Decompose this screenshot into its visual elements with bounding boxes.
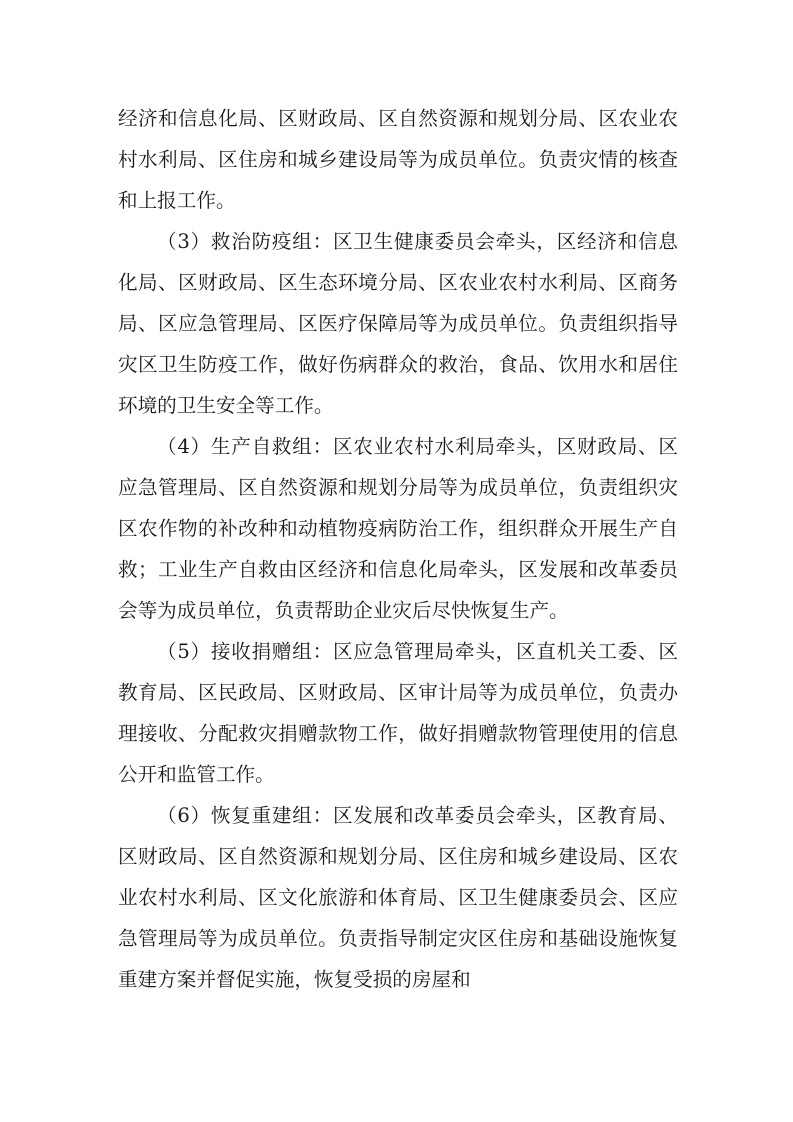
paragraph-continuation: 经济和信息化局、区财政局、区自然资源和规划分局、区农业农村水利局、区住房和城乡建设局等为成员单位。负责灾情的核查和上报工作。 — [118, 107, 678, 212]
paragraph-donation-receiving-group: （5）接收捐赠组：区应急管理局牵头，区直机关工委、区教育局、区民政局、区财政局、区审计局等为成员单位，负责办理接收、分配救灾捐赠款物工作，做好捐赠款物管理使用的信息公开和监管工作。 — [118, 640, 678, 786]
paragraph-recovery-reconstruction-group: （6）恢复重建组：区发展和改革委员会牵头，区教育局、区财政局、区自然资源和规划分局、区住房和城乡建设局、区农业农村水利局、区文化旅游和体育局、区卫生健康委员会、区应急管理局等为成员单位。负责指导制定灾区住房和基础设施恢复重建方案并督促实施，恢复受损的房屋和 — [118, 804, 678, 991]
paragraph-medical-epidemic-group: （3）救治防疫组：区卫生健康委员会牵头，区经济和信息化局、区财政局、区生态环境分局、区农业农村水利局、区商务局、区应急管理局、区医疗保障局等为成员单位。负责组织指导灾区卫生防疫工作，做好伤病群众的救治，食品、饮用水和居住环境的卫生安全等工作。 — [118, 230, 678, 417]
paragraph-production-self-rescue-group: （4）生产自救组：区农业农村水利局牵头，区财政局、区应急管理局、区自然资源和规划分局等为成员单位，负责组织灾区农作物的补改种和动植物疫病防治工作，组织群众开展生产自救；工业生产自救由区经济和信息化局牵头，区发展和改革委员会等为成员单位，负责帮助企业灾后尽快恢复生产。 — [118, 435, 678, 622]
document-body — [118, 98, 678, 1000]
